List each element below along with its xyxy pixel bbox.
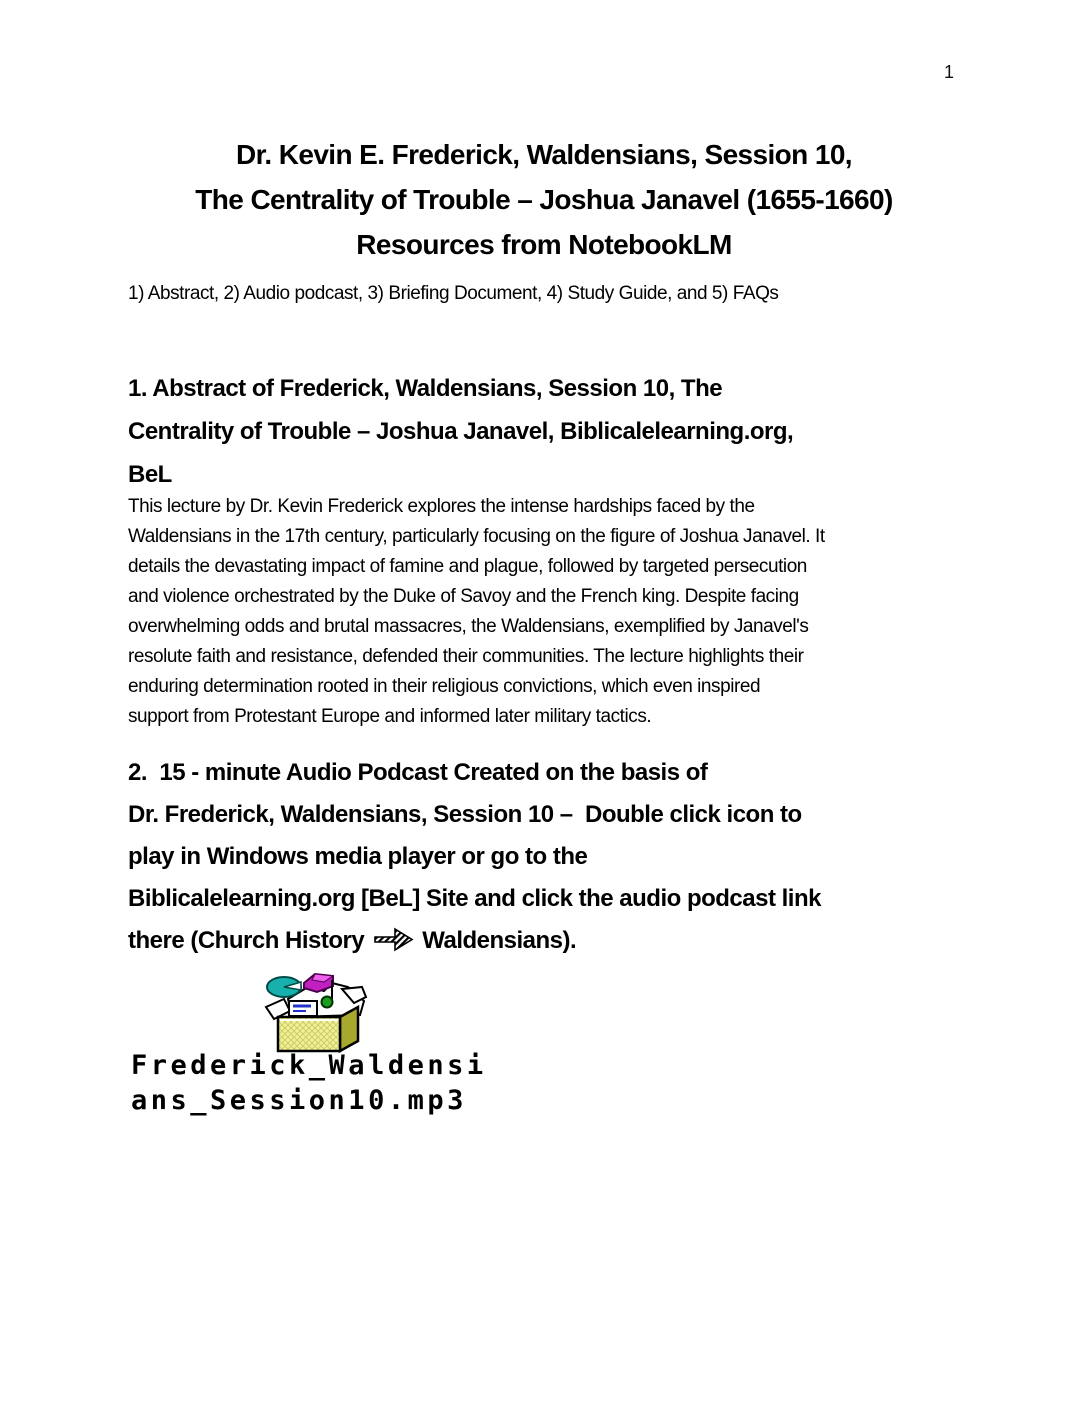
media-file-caption[interactable] xyxy=(131,1048,487,1118)
section-2-heading-line: Biblicalelearning.org [BeL] Site and click the audio podcast link xyxy=(128,885,821,912)
section-2-heading-last-line xyxy=(128,920,821,967)
section-1-heading-line: Centrality of Trouble – Joshua Janavel, Biblicalelearning.org, xyxy=(128,418,794,445)
heading-text-after-arrow: Waldensians). xyxy=(422,927,577,954)
abstract-paragraph xyxy=(128,492,825,732)
filename-line-2: ans_Session10.mp3 xyxy=(131,1085,467,1116)
title-line-1: Dr. Kevin E. Frederick, Waldensians, Session 10, xyxy=(236,139,852,170)
section-2-heading xyxy=(128,752,821,967)
abstract-line: overwhelming odds and brutal massacres, the Waldensians, exemplified by Janavel's xyxy=(128,616,809,637)
title-line-2: The Centrality of Trouble – Joshua Janavel (1655-1660) xyxy=(195,184,893,215)
section-2-heading-line: Dr. Frederick, Waldensians, Session 10 – Double click icon to xyxy=(128,801,802,828)
abstract-line: resolute faith and resistance, defended their communities. The lecture highlights their xyxy=(128,646,804,667)
section-2-heading-line: 2. 15 - minute Audio Podcast Created on the basis of xyxy=(128,759,708,786)
abstract-line: This lecture by Dr. Kevin Frederick explores the intense hardships faced by the xyxy=(128,496,755,517)
heading-text-before-arrow: there (Church History xyxy=(128,927,365,954)
filename-line-1: Frederick_Waldensi xyxy=(131,1050,487,1081)
title-line-3: Resources from NotebookLM xyxy=(356,229,732,260)
box-front xyxy=(278,1017,340,1051)
section-1-heading xyxy=(128,367,793,496)
abstract-line: support from Protestant Europe and informed later military tactics. xyxy=(128,706,652,727)
section-1-heading-line: 1. Abstract of Frederick, Waldensians, Session 10, The xyxy=(128,375,723,402)
abstract-line: Waldensians in the 17th century, particularly focusing on the figure of Joshua Janavel. It xyxy=(128,526,825,547)
section-2-heading-line: play in Windows media player or go to the xyxy=(128,843,588,870)
abstract-line: enduring determination rooted in their religious convictions, which even inspired xyxy=(128,676,761,697)
document-title xyxy=(0,132,1088,267)
resources-list-line: 1) Abstract, 2) Audio podcast, 3) Briefing Document, 4) Study Guide, and 5) FAQs xyxy=(128,283,779,304)
card-shape xyxy=(289,1001,317,1016)
page-number: 1 xyxy=(944,62,955,82)
section-1-heading-line: BeL xyxy=(128,461,172,488)
note-head xyxy=(322,997,333,1008)
abstract-line: details the devastating impact of famine and plague, followed by targeted persecution xyxy=(128,556,807,577)
abstract-line: and violence orchestrated by the Duke of Savoy and the French king. Despite facing xyxy=(128,586,799,607)
right-arrow-icon xyxy=(374,925,414,967)
media-clip-icon[interactable] xyxy=(258,971,372,1055)
